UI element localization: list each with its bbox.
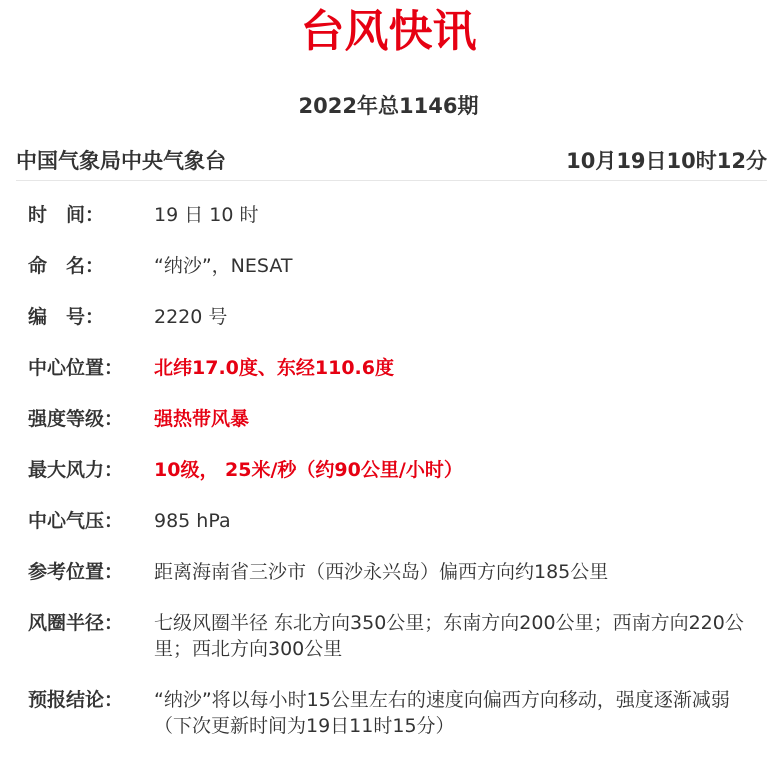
field-value: 19 日 10 时 (154, 204, 259, 226)
forecast-text: “纳沙”将以每小时15公里左右的速度向偏西方向移动，强度逐渐减弱 (154, 689, 730, 711)
field-value: 距离海南省三沙市（西沙永兴岛）偏西方向约185公里 (154, 561, 609, 583)
bulletin-header (16, 146, 767, 181)
field-value: “纳沙”，NESAT (154, 255, 293, 277)
field-label: 最大风力： (28, 459, 124, 481)
field-value: 985 hPa (154, 510, 231, 532)
field-label: 编 号： (28, 306, 105, 328)
field-value: 10级， 25米/秒（约90公里/小时） (154, 459, 463, 481)
field-label: 预报结论： (28, 689, 124, 711)
field-label: 中心气压： (28, 510, 124, 532)
page-title: 台风快讯 (300, 6, 477, 57)
field-value (154, 687, 754, 739)
field-label: 参考位置： (28, 561, 124, 583)
publish-time: 10月19日10时12分 (566, 149, 767, 173)
field-label: 时 间： (28, 204, 105, 226)
field-value: 北纬17.0度、东经110.6度 (154, 357, 394, 379)
field-label: 中心位置： (28, 357, 124, 379)
next-update-note: （下次更新时间为19日11时15分） (154, 715, 455, 737)
field-value: 七级风圈半径 东北方向350公里；东南方向200公里；西南方向220公里；西北方向300公里 (154, 612, 744, 660)
issue-number: 2022年总1146期 (298, 94, 479, 118)
field-value: 2220 号 (154, 306, 228, 328)
field-label: 命 名： (28, 255, 105, 277)
agency-name: 中国气象局中央气象台 (16, 149, 226, 173)
field-label: 风圈半径： (28, 612, 124, 634)
field-label: 强度等级： (28, 408, 124, 430)
field-value: 强热带风暴 (154, 408, 250, 430)
